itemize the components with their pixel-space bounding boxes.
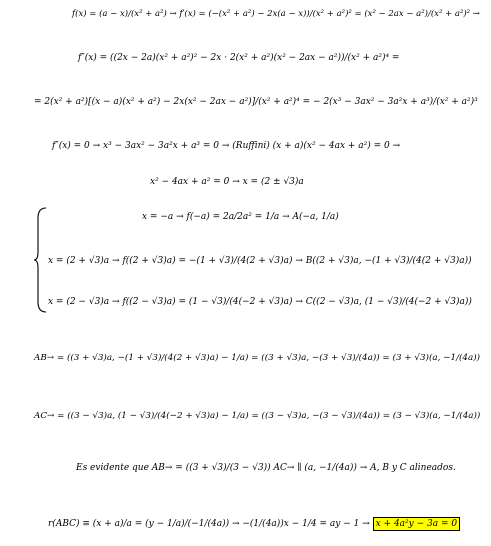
line-first-derivative: f(x) = (a − x)/(x² + a²) → f′(x) = (−(x² + a²) − 2x(a − x))/(x² + a²)² = (x² − 2ax − a²)/(x² + a²)² → xyxy=(72,9,480,19)
vector-ab: AB→ = ((3 + √3)a, −(1 + √3)/(4(2 + √3)a) − 1/a) = ((3 + √3)a, −(3 + √3)/(4a)) = (3 + √3)(a, −1/(4a)) xyxy=(34,353,481,363)
case-point-c: x = (2 − √3)a → f((2 − √3)a) = (1 − √3)/(4(−2 + √3)a) → C((2 − √3)a, (1 − √3)/(4(−2 + √3)a)) xyxy=(48,297,472,307)
line-quadratic: x² − 4ax + a² = 0 → x = (2 ± √3)a xyxy=(150,177,304,187)
collinearity-statement: Es evidente que AB→ = ((3 + √3)/(3 − √3)) AC→ ∥ (a, −1/(4a)) → A, B y C alineados. xyxy=(76,463,456,473)
left-brace xyxy=(34,206,48,314)
line-simplification: = 2(x² + a²)[(x − a)(x² + a²) − 2x(x² − 2ax − a²)]/(x² + a²)⁴ = − 2(x³ − 3ax² − 3a²x + a³)/(x² + a²)³ xyxy=(34,97,478,107)
line-second-derivative: f″(x) = ((2x − 2a)(x² + a²)² − 2x · 2(x² + a²)(x² − 2ax − a²))/(x² + a²)⁴ = xyxy=(78,53,400,63)
line-ruffini: f″(x) = 0 → x³ − 3ax² − 3a²x + a³ = 0 → (Ruffini) (x + a)(x² − 4ax + a²) = 0 → xyxy=(52,141,401,151)
final-result: x + 4a²y − 3a = 0 xyxy=(373,517,460,531)
line-equation-derivation: r(ABC) ≡ (x + a)/a = (y − 1/a)/(−1/(4a)) → −(1/(4a))x − 1/4 = ay − 1 → xyxy=(48,519,370,529)
case-point-b: x = (2 + √3)a → f((2 + √3)a) = −(1 + √3)/(4(2 + √3)a) → B((2 + √3)a, −(1 + √3)/(4(2 + √3)a)) xyxy=(48,256,472,266)
line-equation xyxy=(48,518,460,530)
case-point-a: x = −a → f(−a) = 2a/2a² = 1/a → A(−a, 1/a) xyxy=(142,212,339,222)
vector-ac: AC→ = ((3 − √3)a, (1 − √3)/(4(−2 + √3)a) − 1/a) = ((3 − √3)a, −(3 − √3)/(4a)) = (3 − √3)(a, −1/(4a)) xyxy=(34,411,481,421)
